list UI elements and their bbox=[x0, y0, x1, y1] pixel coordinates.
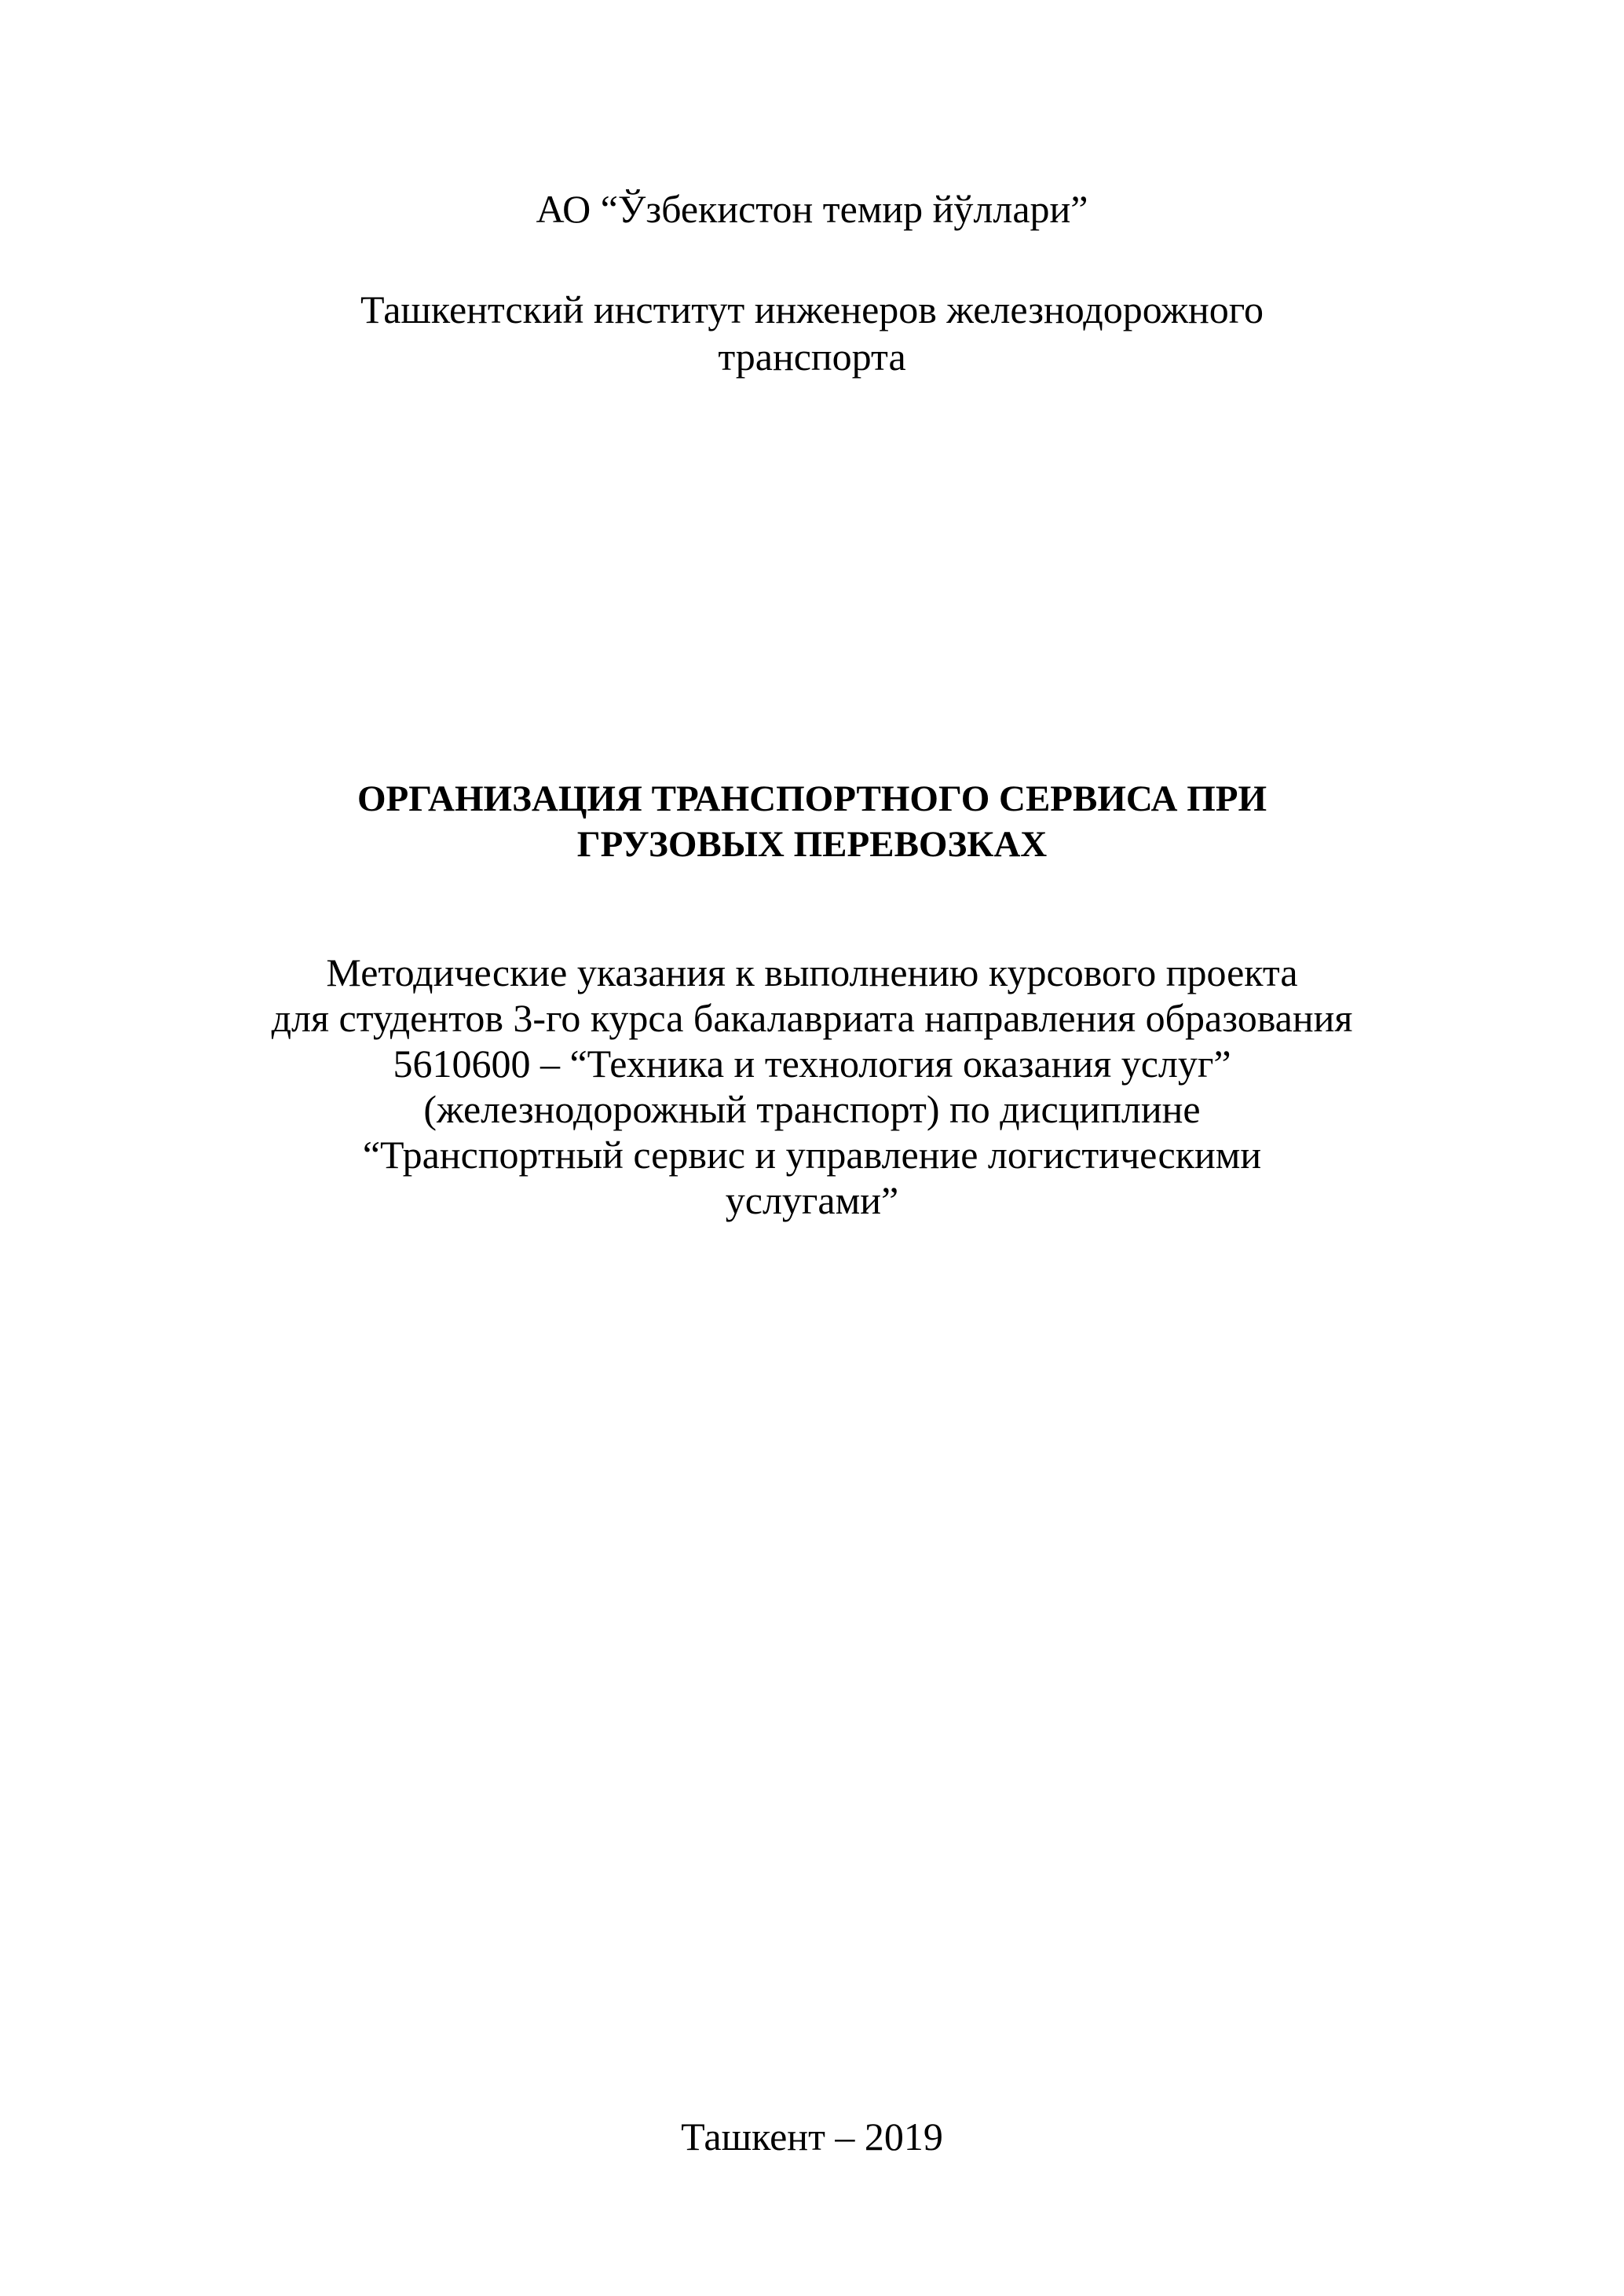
organization-header bbox=[0, 185, 1624, 233]
institute-name-line-1: Ташкентский институт инженеров железнодорожного bbox=[360, 287, 1264, 331]
institute-name bbox=[0, 286, 1624, 380]
institute-name-line-2: транспорта bbox=[718, 335, 906, 379]
subtitle-line-1: Методические указания к выполнению курсового проекта bbox=[326, 950, 1298, 994]
organization-name: АО “Ўзбекистон темир йўллари” bbox=[536, 187, 1088, 231]
subtitle-line-6: услугами” bbox=[725, 1178, 899, 1222]
publication-place-year bbox=[0, 2113, 1624, 2160]
subtitle-line-4: (железнодорожный транспорт) по дисциплине bbox=[423, 1087, 1201, 1131]
document-title-line-1: ОРГАНИЗАЦИЯ ТРАНСПОРТНОГО СЕРВИСА ПРИ bbox=[357, 778, 1267, 819]
document-title-line-2: ГРУЗОВЫХ ПЕРЕВОЗКАХ bbox=[576, 824, 1048, 865]
document-subtitle bbox=[0, 950, 1624, 1223]
city-year: Ташкент – 2019 bbox=[681, 2115, 943, 2159]
subtitle-line-5: “Транспортный сервис и управление логистическими bbox=[362, 1133, 1262, 1177]
subtitle-line-2: для студентов 3-го курса бакалавриата направления образования bbox=[271, 996, 1353, 1040]
document-title bbox=[0, 776, 1624, 867]
subtitle-line-3: 5610600 – “Техника и технология оказания услуг” bbox=[393, 1042, 1231, 1086]
